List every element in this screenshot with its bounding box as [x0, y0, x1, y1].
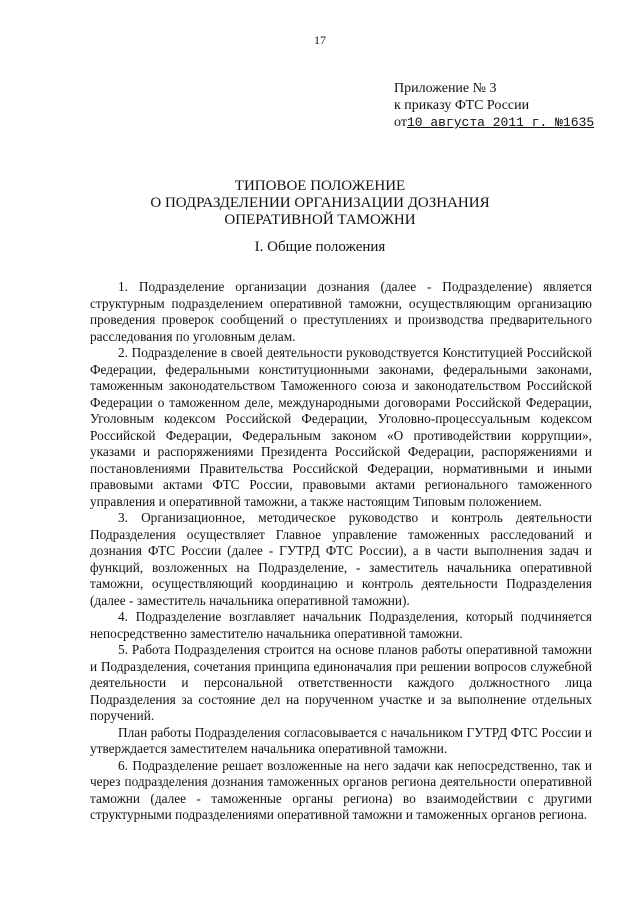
appendix-order: к приказу ФТС России: [394, 98, 530, 113]
paragraph-1: 1. Подразделение организации дознания (далее - Подразделение) является структурным подразделением оперативной таможни, осуществляющим организацию проведения проверок сообщений о преступлениях и производства предварительного расследования по уголовным делам.: [90, 279, 592, 344]
appendix-date-line: [394, 114, 594, 131]
title-line-2: О ПОДРАЗДЕЛЕНИИ ОРГАНИЗАЦИИ ДОЗНАНИЯ: [150, 195, 490, 211]
appendix-block: [394, 80, 594, 131]
document-title: [0, 178, 640, 229]
appendix-title: Приложение № 3: [394, 81, 497, 96]
paragraph-6: 6. Подразделение решает возложенные на него задачи как непосредственно, так и через подразделения дознания таможенных органов региона деятельности оперативной таможни (далее - таможенные органы региона) во взаимодействии с другими структурными подразделениями оперативной таможни и таможенных органов региона.: [90, 757, 592, 822]
paragraph-2: 2. Подразделение в своей деятельности руководствуется Конституцией Российской Федерации, федеральными конституционными законами, федеральными законами, таможенным законодательством Таможенного союза и законодательством Российской Федерации о таможенном деле, международными договорами Российской Федерации, Уголовным кодексом Российской Федерации, Уголовно-процессуальным кодексом Российской Федерации, Федеральным законом «О противодействии коррупции», указами и распоряжениями Президента Российской Федерации, распоряжениями и постановлениями Правительства Российской Федерации, нормативными и иными правовыми актами ФТС России, правовыми актами регионального таможенного управления и оперативной таможни, а также настоящим Типовым положением.: [90, 345, 592, 509]
appendix-date-prefix: от: [394, 115, 407, 130]
page-number: 17: [314, 33, 326, 47]
paragraph-5: 5. Работа Подразделения строится на основе планов работы оперативной таможни и Подразделения, сочетания принципа единоначалия при решении вопросов служебной деятельности и персональной ответственности каждого должностного лица Подразделения за состояние дел на порученном участке и за выполнение отдельных поручений.: [90, 642, 592, 723]
paragraph-4: 4. Подразделение возглавляет начальник Подразделения, который подчиняется непосредственно заместителю начальника оперативной таможни.: [90, 609, 592, 641]
appendix-date-number: 10 августа 2011 г. №1635: [406, 115, 595, 130]
document-body: [90, 279, 592, 824]
title-line-3: ОПЕРАТИВНОЙ ТАМОЖНИ: [224, 212, 416, 228]
paragraph-3: 3. Организационное, методическое руководство и контроль деятельности Подразделения осуществляет Главное управление таможенных расследований и дознания ФТС России (далее - ГУТРД ФТС России), а в части выполнения задач и функций, возложенных на Подразделение, - заместитель начальника оперативной таможни, осуществляющий координацию и контроль деятельности Подразделения (далее - заместитель начальника оперативной таможни).: [90, 510, 592, 608]
section-heading: I. Общие положения: [254, 239, 386, 255]
title-line-1: ТИПОВОЕ ПОЛОЖЕНИЕ: [234, 178, 406, 194]
paragraph-5-plan: План работы Подразделения согласовывается с начальником ГУТРД ФТС России и утверждается заместителем начальника оперативной таможни.: [90, 724, 592, 756]
